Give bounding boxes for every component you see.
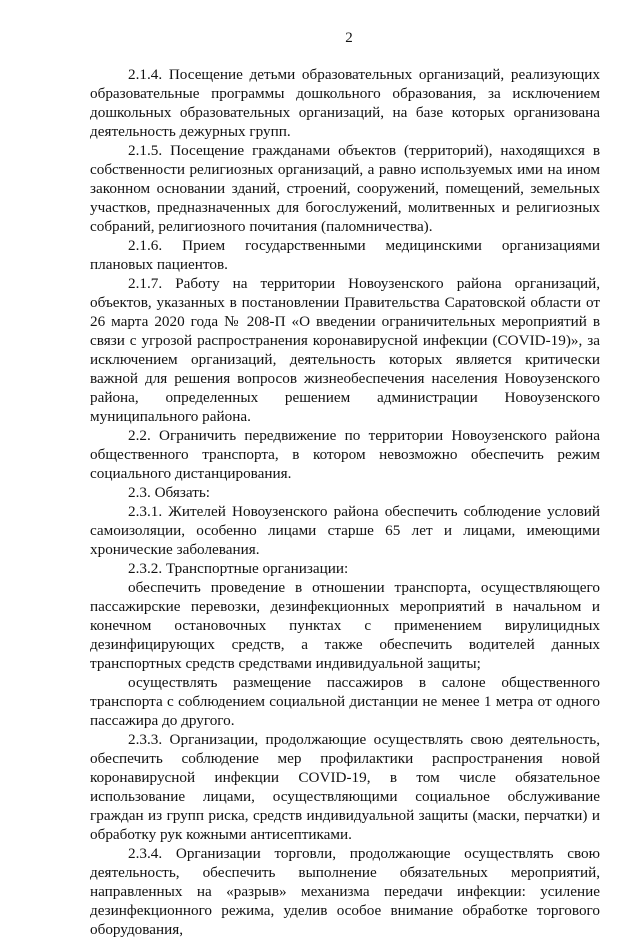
- paragraph-2-1-4: 2.1.4. Посещение детьми образовательных организаций, реализующих образовательные программы дошкольного образования, за исключением дошкольных образовательных организаций, на базе которых организована деятельность дежурных групп.: [90, 66, 600, 140]
- paragraph-transport-distance: осуществлять размещение пассажиров в салоне общественного транспорта с соблюдением социальной дистанции не менее 1 метра от одного пассажира до другого.: [90, 674, 600, 729]
- paragraph-2-1-5: 2.1.5. Посещение гражданами объектов (территорий), находящихся в собственности религиозных организаций, а равно используемых ими на ином законном основании зданий, строений, сооружений, помещений, земельных участков, предназначенных для богослужений, молитвенных и религиозных собраний, религиозного почитания (паломничества).: [90, 142, 600, 235]
- paragraph-2-1-6: 2.1.6. Прием государственными медицинскими организациями плановых пациентов.: [90, 237, 600, 273]
- paragraph-transport-disinfection: обеспечить проведение в отношении транспорта, осуществляющего пассажирские перевозки, дезинфекционных мероприятий в начальном и конечном остановочных пунктах с применением вирулицидных дезинфицирующих средств, а также обеспечить водителей данных транспортных средств средствами индивидуальной защиты;: [90, 579, 600, 672]
- page-number: 2: [345, 30, 353, 46]
- paragraph-2-3-3: 2.3.3. Организации, продолжающие осуществлять свою деятельность, обеспечить соблюдение мер профилактики распространения новой коронавирусной инфекции COVID-19, в том числе обязательное использование лицами, осуществляющими социальное обслуживание граждан из групп риска, средств индивидуальной защиты (маски, перчатки) и обработку рук кожными антисептиками.: [90, 731, 600, 843]
- paragraph-2-3: 2.3. Обязать:: [128, 484, 211, 501]
- paragraph-2-2: 2.2. Ограничить передвижение по территории Новоузенского района общественного транспорта, в котором невозможно обеспечить режим социального дистанцирования.: [90, 427, 600, 482]
- paragraph-2-3-2: 2.3.2. Транспортные организации:: [128, 560, 349, 577]
- paragraph-2-3-1: 2.3.1. Жителей Новоузенского района обеспечить соблюдение условий самоизоляции, особенно лицами старше 65 лет и лицами, имеющими хронические заболевания.: [90, 503, 600, 558]
- paragraph-2-1-7: 2.1.7. Работу на территории Новоузенского района организаций, объектов, указанных в постановлении Правительства Саратовской области от 26 марта 2020 года № 208-П «О введении ограничительных мероприятий в связи с угрозой распространения коронавирусной инфекции (COVID-19)», за исключением организаций, деятельность которых является критически важной для решения вопросов жизнеобеспечения населения Новоузенского района, определенных решением администрации Новоузенского муниципального района.: [90, 275, 600, 425]
- paragraph-2-3-4: 2.3.4. Организации торговли, продолжающие осуществлять свою деятельность, обеспечить выполнение обязательных мероприятий, направленных на «разрыв» механизма передачи инфекции: усиление дезинфекционного режима, уделив особое внимание обработке торгового оборудования,: [90, 845, 600, 938]
